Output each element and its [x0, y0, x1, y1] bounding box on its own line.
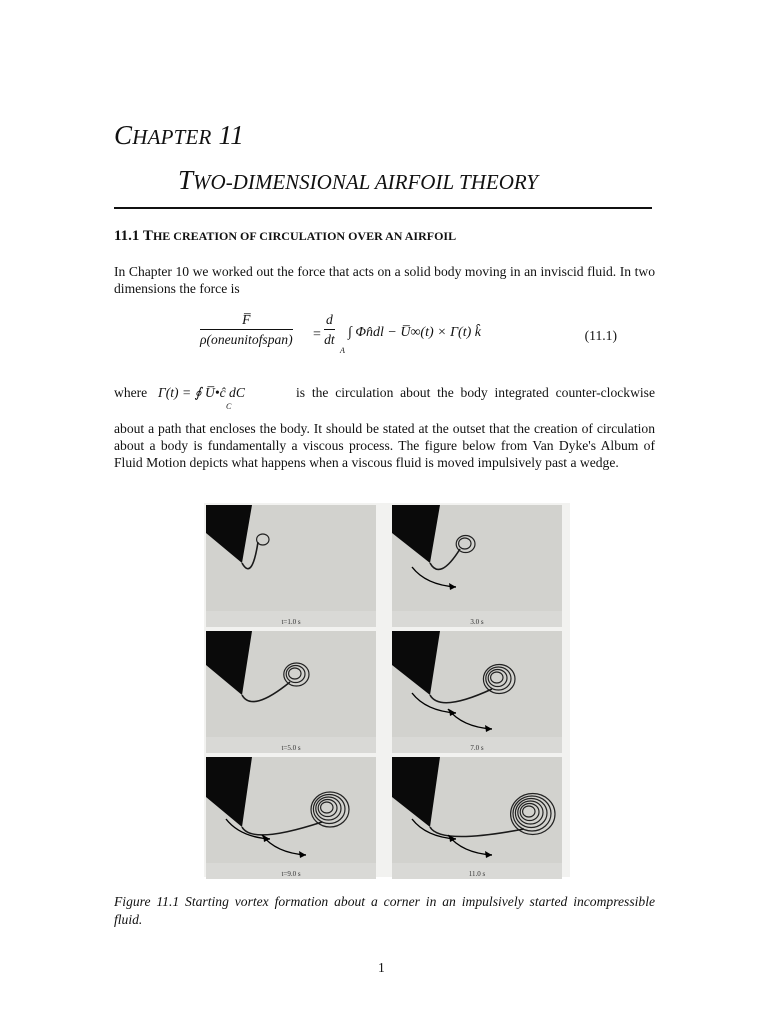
equation-derivative-denominator: dt [324, 332, 335, 347]
figure-panel [206, 505, 376, 627]
chapter-number: 11 [218, 120, 244, 150]
equation-body: ∫ Φn̂dl − U̅∞(t) × Γ(t) k̂ [348, 325, 481, 340]
circulation-definition [114, 380, 655, 414]
panel-time-label: 7.0 s [470, 744, 484, 752]
panel-time-label: t=1.0 s [281, 618, 301, 626]
figure-panel [392, 505, 562, 627]
section-heading [114, 228, 456, 245]
vortex-formation-figure [204, 503, 570, 877]
figure-panel [206, 757, 376, 879]
figure-panel [206, 631, 376, 753]
page-number: 1 [378, 960, 385, 975]
section-number: 11.1 [114, 228, 140, 244]
chapter-title [178, 165, 538, 196]
flow-photo [206, 505, 376, 611]
flow-photo [392, 505, 562, 611]
equation-derivative-fraction [324, 312, 335, 348]
flow-photo [392, 757, 562, 863]
equation-lhs-fraction [200, 312, 293, 348]
panel-time-label: 11.0 s [468, 870, 486, 878]
section-title-initial: T [142, 228, 153, 244]
section-title-rest: HE CREATION OF CIRCULATION OVER AN AIRFOIL [152, 229, 457, 243]
where-continuation: is the circulation about the body integrated counter-clockwise [296, 385, 655, 400]
contour-subscript: C [226, 402, 232, 411]
panel-time-label: t=5.0 s [281, 744, 301, 752]
paragraph-intro: In Chapter 10 we worked out the force that acts on a solid body moving in an inviscid fluid. In two dimensions the force is [114, 264, 655, 296]
flow-photo [206, 631, 376, 737]
flow-photo [392, 631, 562, 737]
figure-caption: Figure 11.1 Starting vortex formation about a corner in an impulsively started incompressible fluid. [114, 894, 655, 927]
flow-photo [206, 757, 376, 863]
chapter-title-initial: T [178, 165, 194, 195]
equation-lhs-denominator: ρ(oneunitofspan) [200, 332, 293, 347]
circulation-expression: Γ(t) = ∮ U̅•ĉ dC [158, 385, 245, 400]
chapter-heading [114, 120, 244, 151]
equation-lhs-numerator: F̅ [200, 312, 293, 330]
panel-time-label: 3.0 s [470, 618, 484, 626]
equation-11-1 [114, 312, 655, 362]
figure-panel [392, 631, 562, 753]
chapter-label-initial: C [114, 120, 133, 150]
integral-subscript: A [340, 346, 345, 355]
chapter-label-rest: HAPTER [132, 125, 212, 149]
paragraph-viscous-process: about a path that encloses the body. It should be stated at the outset that the creation of circulation about a body is fundamentally a viscous process. The figure below from Van Dyke's Album of Fluid Motion depicts what happens when a viscous fluid is moved impulsively past a wedge. [114, 421, 655, 470]
equation-number: (11.1) [584, 328, 617, 343]
panel-time-label: t=9.0 s [281, 870, 301, 878]
where-label: where [114, 385, 148, 400]
chapter-title-rest: WO-DIMENSIONAL AIRFOIL THEORY [193, 170, 538, 194]
title-rule [114, 207, 652, 209]
equals-sign: = [313, 327, 321, 342]
figure-panel [392, 757, 562, 879]
equation-derivative-numerator: d [324, 312, 335, 330]
